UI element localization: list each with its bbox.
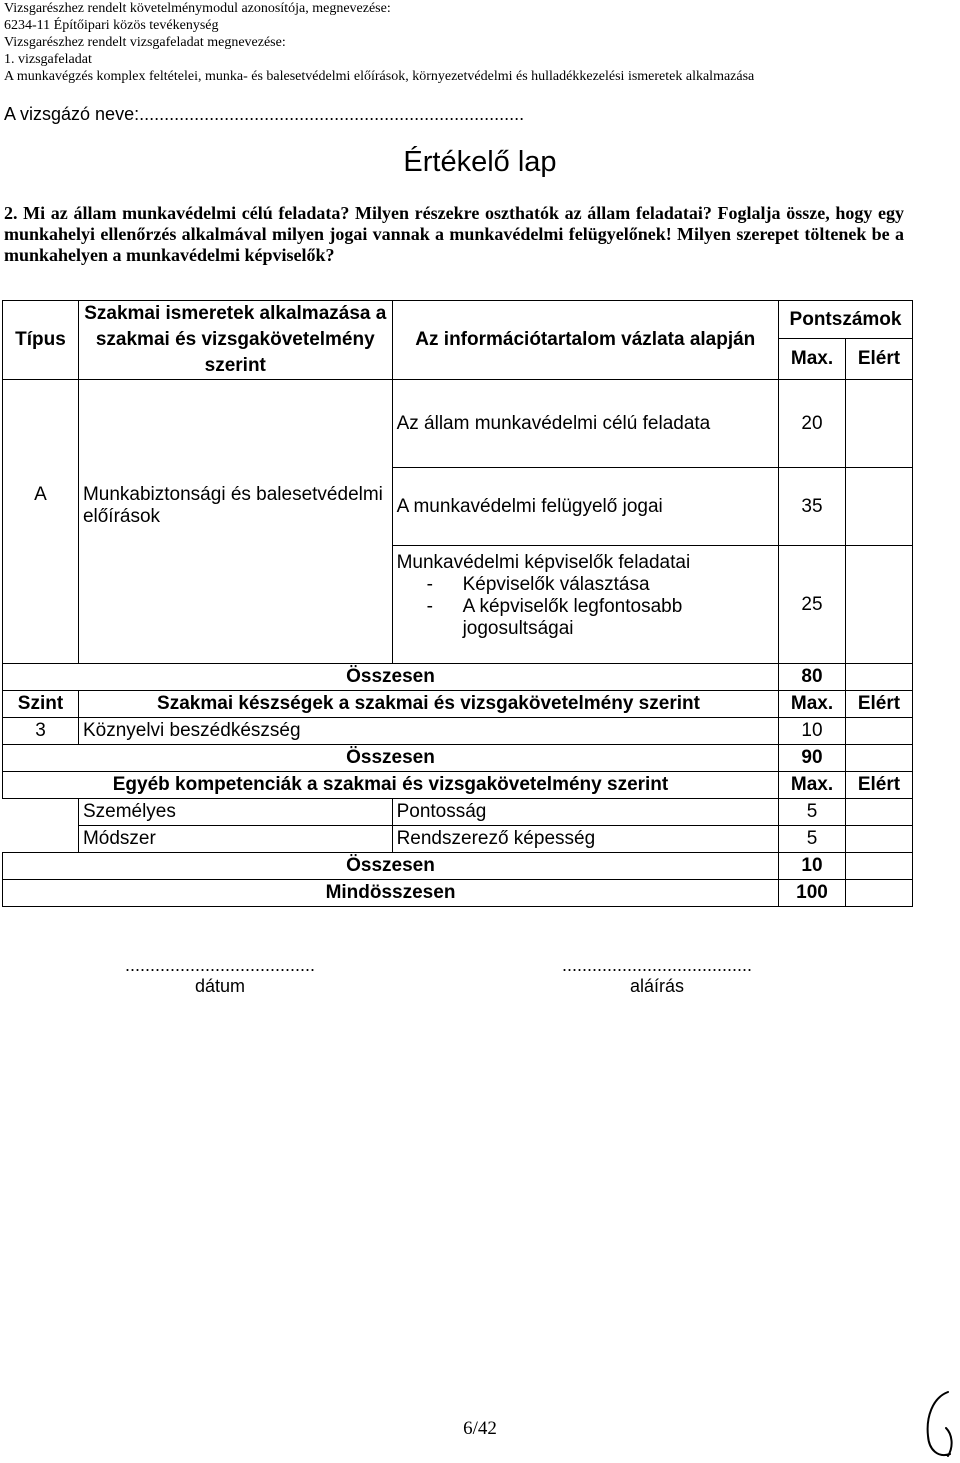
skill-1-achieved[interactable] [845,718,912,745]
subtotal-2-label: Összesen [3,745,779,772]
exam-question: 2. Mi az állam munkavédelmi célú feladata? Milyen részekre oszthatók az állam feladatai? Foglalja össze, hogy egy munkahelyi ellenőrzés alkalmával milyen jogai vannak a munkavédelmi felügyelőnek! Milyen szerepet töltenek be a munkahelyen a munkavédelmi képviselők? [4,203,904,265]
type-a: A [3,468,79,664]
grand-total-max: 100 [779,880,846,907]
row-state-task-max: 20 [779,380,846,468]
skill-1-text: Köznyelvi beszédkészség [78,718,778,745]
row-representatives-tasks-achieved[interactable] [845,546,912,664]
competency-2-achieved[interactable] [845,826,912,853]
competency-1-text: Pontosság [392,799,778,826]
skill-1-max: 10 [779,718,846,745]
row-representatives-tasks-max: 25 [779,546,846,664]
row-state-task: Az állam munkavédelmi célú feladata [392,380,778,468]
date-signature-block [88,955,352,997]
competency-2-text: Rendszerező képesség [392,826,778,853]
header-line-4: 1. vizsgafeladat [4,52,92,67]
header-points: Pontszámok [779,301,913,339]
competencies-max-header: Max. [779,772,846,799]
competency-1-achieved[interactable] [845,799,912,826]
header-information-content: Az információtartalom vázlata alapján [392,301,778,380]
row-inspector-rights: A munkavédelmi felügyelő jogai [392,468,778,546]
handwritten-initial-mark [918,1388,958,1460]
signature-block [525,955,789,997]
subtotal-2-max: 90 [779,745,846,772]
row-representatives-tasks-title: Munkavédelmi képviselők feladatai [396,552,691,573]
signature-label: aláírás [629,976,685,996]
competency-2-max: 5 [779,826,846,853]
row-representatives-tasks [392,546,778,664]
page-title: Értékelő lap [403,146,557,178]
competency-1-max: 5 [779,799,846,826]
competency-2-category: Módszer [78,826,392,853]
examinee-name-line: A vizsgázó neve:............................................................................. [4,104,525,124]
grand-total-achieved[interactable] [845,880,912,907]
competencies-achieved-header: Elért [845,772,912,799]
competency-1-category: Személyes [78,799,392,826]
row-inspector-rights-achieved[interactable] [845,468,912,546]
evaluation-table [2,300,913,907]
skill-1-level: 3 [3,718,79,745]
header-professional-knowledge: Szakmai ismeretek alkalmazása a szakmai és vizsgakövetelmény szerint [78,301,392,380]
competencies-header: Egyéb kompetenciák a szakmai és vizsgakövetelmény szerint [3,772,779,799]
skills-header: Szakmai készségek a szakmai és vizsgakövetelmény szerint [78,691,778,718]
page-number: 6/42 [463,1418,497,1439]
subtotal-1-max: 80 [779,664,846,691]
document-header [4,0,754,85]
grand-total-label: Mindösszesen [3,880,779,907]
row-state-task-achieved[interactable] [845,380,912,468]
header-line-3: Vizsgarészhez rendelt vizsgafeladat megnevezése: [4,35,286,50]
date-dots: ...................................... [124,955,316,975]
header-type: Típus [3,301,79,380]
header-line-2: 6234-11 Építőipari közös tevékenység [4,18,219,33]
header-line-5: A munkavégzés komplex feltételei, munka- és balesetvédelmi előírások, környezetvédelmi és hulladékkezelési ismeretek alkalmazása [4,69,755,84]
skills-achieved-header: Elért [845,691,912,718]
header-max: Max. [779,339,846,380]
subtotal-1-label: Összesen [3,664,779,691]
subtotal-3-label: Összesen [3,853,779,880]
subtotal-1-achieved[interactable] [845,664,912,691]
skills-max-header: Max. [779,691,846,718]
sub-item-rights: - A képviselők legfontosabb jogosultságai [427,596,774,640]
skills-level-header: Szint [3,691,79,718]
date-label: dátum [194,976,246,996]
subtotal-2-achieved[interactable] [845,745,912,772]
subtotal-3-achieved[interactable] [845,853,912,880]
topic-safety-regulations: Munkabiztonsági és balesetvédelmi előírások [78,468,392,664]
signature-dots: ...................................... [561,955,753,975]
subtotal-3-max: 10 [779,853,846,880]
header-line-1: Vizsgarészhez rendelt követelménymodul azonosítója, megnevezése: [4,1,391,16]
header-achieved: Elért [845,339,912,380]
sub-item-election: - Képviselők választása [427,574,774,596]
row-inspector-rights-max: 35 [779,468,846,546]
